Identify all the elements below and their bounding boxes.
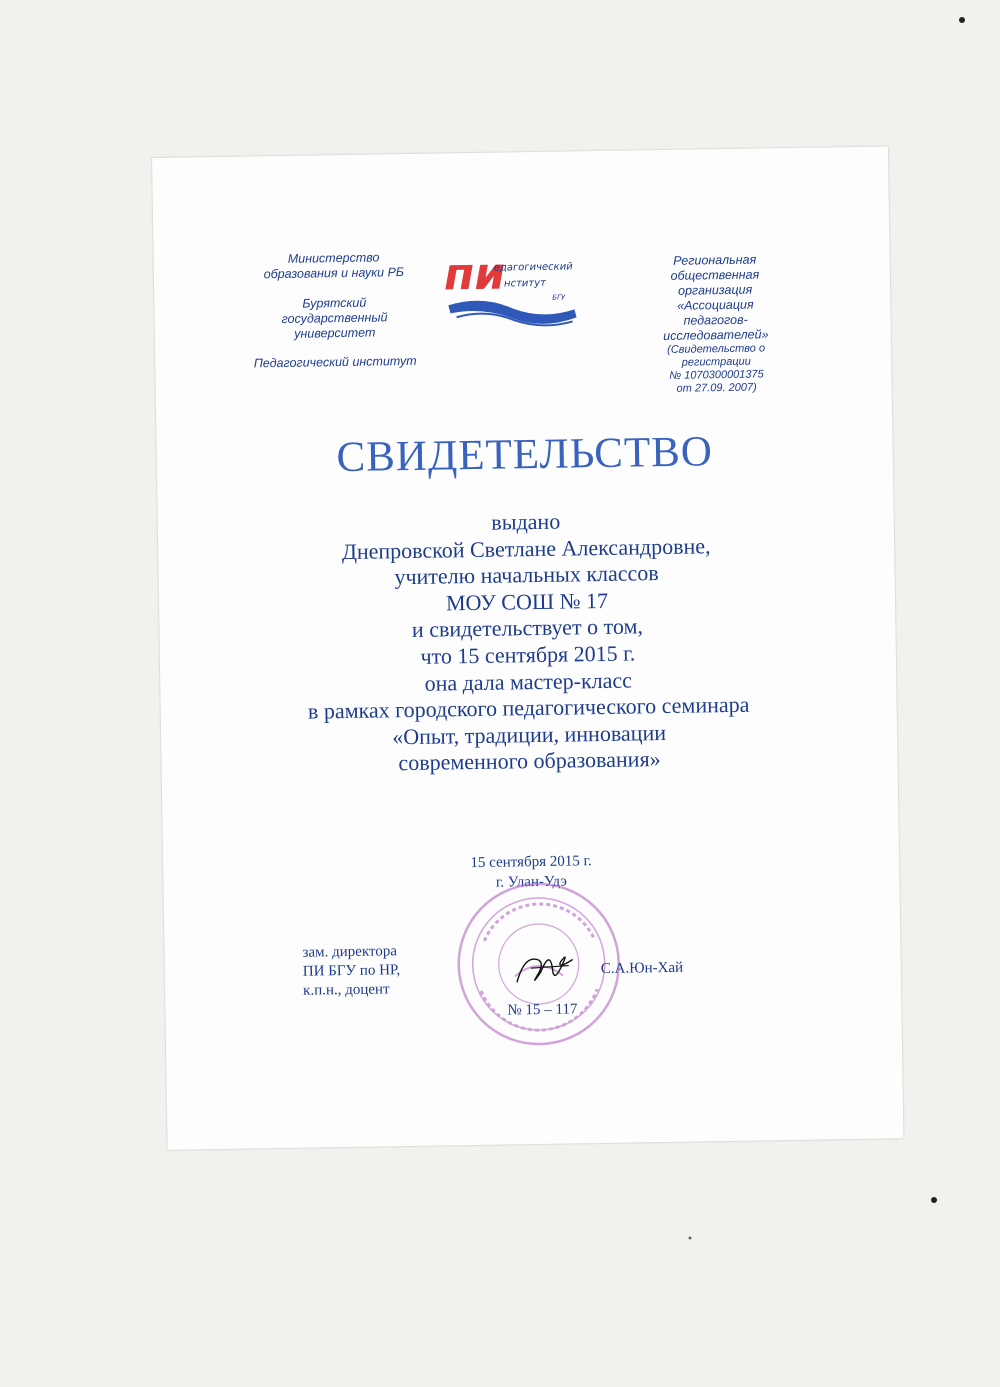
handwritten-signature (510, 941, 581, 990)
institute-line: Педагогический институт (253, 353, 417, 371)
scan-speck (959, 17, 965, 23)
logo-word1: едагогический (493, 261, 573, 274)
issuer-block-right (632, 252, 800, 397)
body-line6: что 15 сентября 2015 г. (420, 640, 636, 669)
institute-logo (441, 247, 582, 331)
recipient-school: МОУ СОШ № 17 (445, 587, 609, 616)
recipient-name: Днепровской Светлане Александровне, (341, 532, 711, 564)
seminar-title-line2: современного образования» (398, 746, 661, 776)
registration-line4: от 27.09. 2007) (676, 381, 757, 395)
signer-position: зам. директора (302, 943, 398, 961)
registration-line2: регистрации (681, 355, 751, 369)
scan-speck (689, 1237, 692, 1240)
signer-name: С.А.Юн-Хай (600, 959, 684, 978)
association-line1: Региональная (673, 252, 757, 268)
issue-city: г. Улан-Удэ (495, 873, 568, 891)
body-line1: выдано (491, 508, 561, 535)
signer-degree: к.п.н., доцент (302, 981, 390, 999)
seminar-title-line1: «Опыт, традиции, инновации (391, 719, 667, 750)
university-line2: государственный (281, 310, 388, 326)
body-line8: в рамках городского педагогического семинара (307, 691, 750, 724)
logo-word3: БГУ (552, 293, 566, 302)
registration-line1: (Свидетельство о (667, 342, 766, 356)
ministry-line2: образования и науки РБ (263, 265, 405, 282)
issue-date: 15 сентября 2015 г. (470, 853, 592, 872)
certificate-sheet (152, 146, 903, 1149)
certificate-body (198, 504, 858, 780)
body-line5: и свидетельствует о том, (411, 613, 644, 643)
association-line5: педагогов- (683, 312, 748, 328)
signer-title-block (302, 942, 433, 1001)
association-line3: организация (677, 282, 753, 298)
logo-word2: нститут (503, 277, 547, 290)
university-line3: университет (294, 325, 376, 341)
logo-letters: пи (443, 248, 506, 301)
scan-speck (931, 1197, 937, 1203)
signer-department: ПИ БГУ по НР, (302, 962, 401, 980)
association-line4: «Ассоциация (677, 297, 754, 313)
body-line7: она дала мастер-класс (424, 667, 633, 696)
university-line1: Бурятский (302, 295, 367, 311)
recipient-position: учителю начальных классов (394, 560, 659, 590)
ministry-line1: Министерство (287, 250, 380, 266)
association-line2: общественная (670, 267, 760, 283)
registration-line3: № 1070300001375 (669, 368, 764, 382)
association-line6: исследователей» (663, 327, 769, 343)
issuer-block-left (233, 250, 435, 372)
certificate-title: СВИДЕТЕЛЬСТВО (336, 428, 714, 482)
certificate-number: № 15 – 117 (507, 1001, 578, 1019)
